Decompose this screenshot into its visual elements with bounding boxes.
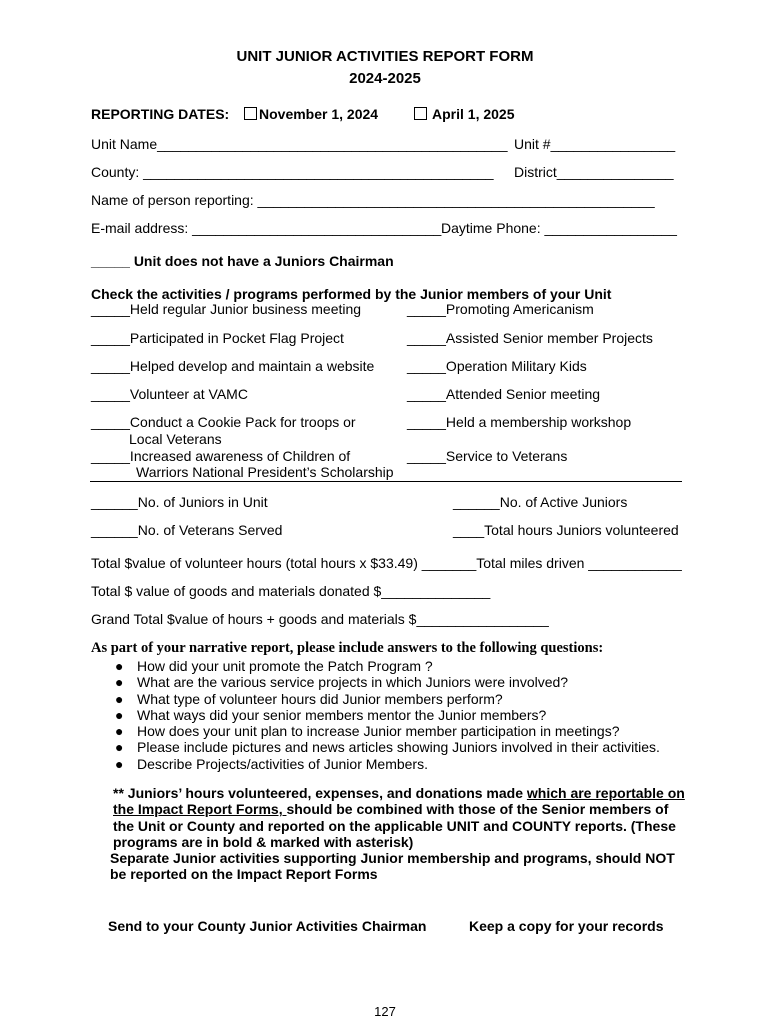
form-title: UNIT JUNIOR ACTIVITIES REPORT FORM	[236, 48, 534, 65]
list-item: ● How did your unit promote the Patch Program ?	[115, 658, 433, 674]
district-field[interactable]: District_______________	[514, 164, 674, 180]
note-line-6: be reported on the Impact Report Forms	[110, 866, 378, 882]
bullet-icon: ●	[115, 674, 124, 691]
list-item: ● How does your unit plan to increase Junior member participation in meetings?	[115, 723, 620, 740]
activity-military-kids[interactable]: _____Operation Military Kids	[407, 358, 587, 374]
bullet-icon: ●	[115, 723, 124, 740]
bullet-icon: ●	[115, 690, 124, 707]
person-reporting-field[interactable]: Name of person reporting: ___________________________________________________	[91, 192, 655, 208]
narrative-questions	[115, 658, 660, 772]
county-field[interactable]: County: _____________________________________________	[91, 164, 494, 180]
narrative-heading: As part of your narrative report, please include answers to the following questions:	[91, 640, 604, 656]
section-divider	[90, 481, 682, 482]
unit-number-field[interactable]: Unit #________________	[514, 136, 676, 152]
page-number: 127	[374, 1004, 396, 1019]
list-item: ● What are the various service projects in which Juniors were involved?	[115, 674, 569, 691]
total-hours-field[interactable]: ____Total hours Juniors volunteered	[453, 522, 679, 538]
activity-pocket-flag[interactable]: _____Participated in Pocket Flag Project	[91, 330, 344, 346]
list-item: ● What type of volunteer hours did Junior members perform?	[115, 690, 503, 707]
date-april-label: April 1, 2025	[432, 106, 515, 122]
activity-americanism[interactable]: _____Promoting Americanism	[407, 301, 594, 317]
juniors-in-unit-field[interactable]: ______No. of Juniors in Unit	[91, 494, 268, 510]
activity-senior-meeting[interactable]: _____Attended Senior meeting	[407, 386, 601, 402]
note-line-2: the Impact Report Forms, should be combined with those of the Senior members of	[113, 801, 669, 817]
reporting-dates-label: REPORTING DATES:	[91, 106, 230, 122]
activities-heading: Check the activities / programs performed by the Junior members of your Unit	[91, 286, 612, 302]
note-line-3: the Unit or County and reported on the applicable UNIT and COUNTY reports. (These	[113, 818, 676, 834]
activity-cookie-pack-cont: Local Veterans	[129, 431, 222, 447]
grand-total-field[interactable]: Grand Total $value of hours + goods and materials $_________________	[91, 611, 549, 627]
date-option-november[interactable]	[244, 106, 378, 122]
activity-vamc[interactable]: _____Volunteer at VAMC	[91, 386, 248, 402]
bullet-icon: ●	[115, 706, 124, 723]
bullet-icon: ●	[115, 755, 124, 772]
activity-children-awareness-cont: Warriors National President’s Scholarship	[136, 464, 394, 480]
date-option-april[interactable]	[414, 106, 515, 122]
goods-value-field[interactable]: Total $ value of goods and materials donated $______________	[91, 583, 491, 599]
date-november-label: November 1, 2024	[259, 106, 379, 122]
activity-cookie-pack[interactable]: _____Conduct a Cookie Pack for troops or	[91, 414, 356, 430]
keep-copy: Keep a copy for your records	[469, 918, 664, 934]
note-line-5: Separate Junior activities supporting Junior membership and programs, should NOT	[110, 850, 675, 866]
daytime-phone-field[interactable]: Daytime Phone: _________________	[441, 220, 677, 236]
activity-website[interactable]: _____Helped develop and maintain a website	[91, 358, 375, 374]
active-juniors-field[interactable]: ______No. of Active Juniors	[453, 494, 628, 510]
list-item: ● What ways did your senior members mentor the Junior members?	[115, 706, 547, 723]
checkbox-november[interactable]	[244, 107, 257, 120]
note-line-1: ** Juniors’ hours volunteered, expenses, and donations made which are reportable on	[113, 785, 685, 801]
activity-business-meeting[interactable]: _____Held regular Junior business meeting	[91, 301, 362, 317]
bullet-icon: ●	[115, 658, 124, 674]
no-chairman-field[interactable]: _____ Unit does not have a Juniors Chairman	[91, 253, 394, 269]
unit-name-field[interactable]: Unit Name_____________________________________________	[91, 136, 508, 152]
email-field[interactable]: E-mail address: ________________________________	[91, 220, 442, 236]
activity-service-veterans[interactable]: _____Service to Veterans	[407, 448, 568, 464]
checkbox-april[interactable]	[414, 107, 427, 120]
list-item: ● Describe Projects/activities of Junior Members.	[115, 755, 428, 772]
veterans-served-field[interactable]: ______No. of Veterans Served	[91, 522, 283, 538]
bullet-icon: ●	[115, 739, 124, 756]
form-year: 2024-2025	[349, 70, 421, 87]
list-item: ● Please include pictures and news articles showing Juniors involved in their activities.	[115, 739, 660, 756]
activity-membership-workshop[interactable]: _____Held a membership workshop	[407, 414, 632, 430]
activity-children-awareness[interactable]: _____Increased awareness of Children of	[91, 448, 351, 464]
note-line-4: programs are in bold & marked with asterisk)	[113, 834, 414, 850]
activity-senior-projects[interactable]: _____Assisted Senior member Projects	[407, 330, 653, 346]
send-to-chairman: Send to your County Junior Activities Chairman	[108, 918, 427, 934]
volunteer-value-field[interactable]: Total $value of volunteer hours (total hours x $33.49) _______Total miles driven ____________	[91, 555, 682, 571]
